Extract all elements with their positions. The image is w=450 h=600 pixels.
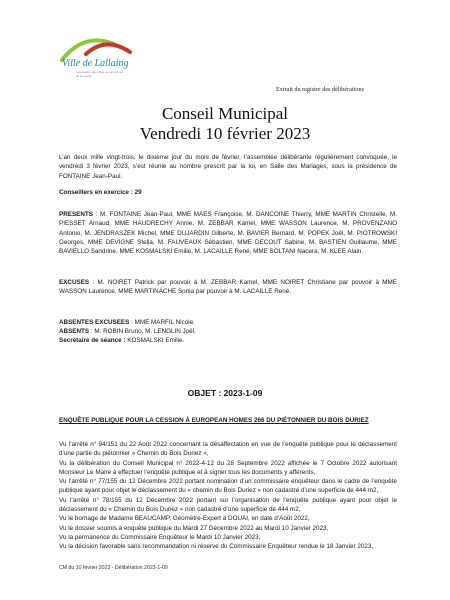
excused-absent-list: : MME MARFIL Nicole. <box>129 319 195 326</box>
objet-heading: OBJET : 2023-1-09 <box>187 388 263 398</box>
consideration-item: Vu la décision favorable sans recommandation ni réserve du Commissaire Enquêteur rendue le 18 Janvier 2023, <box>59 543 374 551</box>
absent-list: : M. ROBIN Bruno, M. LENGLIN Joël. <box>89 328 196 335</box>
logo-name: Ville de Lallaing <box>62 58 129 69</box>
present-list: : M. FONTAINE Jean-Paul, MME MAES Françoise, M. DANCOINE Thierry, MME MARTIN Christelle, M. PIESSET Arnaud, MME HAUDRECHY Annie, M. ZEBBAR Kamel, MME WASSON Laurence, M. PROVENZANO Antonio, M. JENDRASZEK Michel, MME DUJARDIN Gilberte, M. BAVIER Bernard, M. POPEK Joël, M. PIOTROWSKI Georges, MME DEVIGNE Stella, M. FAUVEAUX Sébastien, MME DECOUT Sabine, M. BASTIEN Guillaume, MME BAVIELLO Sandrine, MME KOSMALSKI Emilie, M. LACAILLE René, MME SOLTANI Nacera, M. KLEE Alain. <box>59 211 397 256</box>
councillors-line <box>59 188 397 197</box>
town-logo <box>56 30 136 94</box>
councillors-label: Conseillers en exercice : <box>59 189 133 196</box>
consideration-item: Vu la délibération du Conseil Municipal n° 2022-4-12 du 28 Septembre 2022 affichée le 7 Octobre 2022 autorisant Monsieur Le Maire à effectuer l’enquête publique et à signer tous les documents y afférents, <box>59 459 397 476</box>
secretary-line <box>59 336 397 345</box>
page-title: Conseil Municipal <box>161 104 289 123</box>
consideration-item: Vu l’arrêté n° 94/151 du 22 Août 2022 concernant la désaffectation en vue de l’enquête publique pour le déclassement d’une partie du piétonnier « Chemin du Bois Duriez », <box>59 441 397 458</box>
present-label: PRESENTS <box>59 211 93 218</box>
page-footer: CM du 10 février 2023 - Délibération 2023-1-09 <box>59 565 168 571</box>
consideration-item: Vu le dossier soumis à enquête publique du Mardi 27 Décembre 2022 au Mardi 10 Janvier 2023, <box>59 524 329 532</box>
excused-absent-label: ABSENTES EXCUSEES <box>59 319 130 326</box>
present-paragraph <box>59 210 397 256</box>
consideration-item: Vu l’arrêté n° 77/155 du 12 Décembre 2022 portant nomination d’un commissaire enquêteur dans le cadre de l’enquête publique ayant pour objet le déclassement du « chemin du Bois Duriez » non cadastré d’une superficie de 444 m2, <box>59 478 397 495</box>
secretary-name: KOSMALSKI Emilie. <box>125 337 185 344</box>
consideration-item: Vu l’arrêté n° 78/155 du 12 Décembre 2022 portant sur l’organisation de l’enquête publique ayant pour objet le déclassement du « Chemin du Bois Duriez » non cadastré d’une superficie de 444 m2, <box>59 496 397 514</box>
page-subtitle-date: Vendredi 10 février 2023 <box>139 124 311 143</box>
absent-line <box>59 327 397 336</box>
logo-tagline: association des villes et communes du Douaisis <box>76 70 124 78</box>
consideration-item: Vu le bornage de Madame BEAUCAMP, Géomètre-Expert à DOUAI, en date d’Août 2022, <box>59 515 310 523</box>
excused-list: : M. NOIRET Patrick par pouvoir à M. ZEBBAR Kamel, MME NOIRET Christiane par pouvoir à MME WASSON Laurence, MME MARTINACHE Sonia par pouvoir à M. LACAILLE René. <box>59 279 397 296</box>
intro-paragraph: L’an deux mille vingt-trois, le dixième jour du mois de février, l’assemblée délibérante régulièrement convoquée, le vendredi 3 février 2023, s’est réunie au nombre prescrit par la loi, en Salle des Mariages, sous la présidence de FONTAINE Jean-Paul. <box>59 154 397 180</box>
excused-paragraph <box>59 278 397 297</box>
register-extract-label: Extrait du registre des délibérations <box>276 86 364 93</box>
secretary-label: Secrétaire de séance : <box>59 337 126 344</box>
considerations-list <box>59 440 397 552</box>
excused-absent-line <box>59 318 397 327</box>
consideration-item: Vu la permanence du Commissaire Enquêteur le Mardi 10 Janvier 2023, <box>59 533 261 541</box>
excused-label: EXCUSES <box>59 279 90 286</box>
councillors-count: 29 <box>134 189 142 196</box>
subject-heading: ENQUÊTE PUBLIQUE POUR LA CESSION À EUROPEAN HOMES 266 DU PIÉTONNIER DU BOIS DURIEZ <box>59 417 369 424</box>
absent-label: ABSENTS <box>59 328 90 335</box>
